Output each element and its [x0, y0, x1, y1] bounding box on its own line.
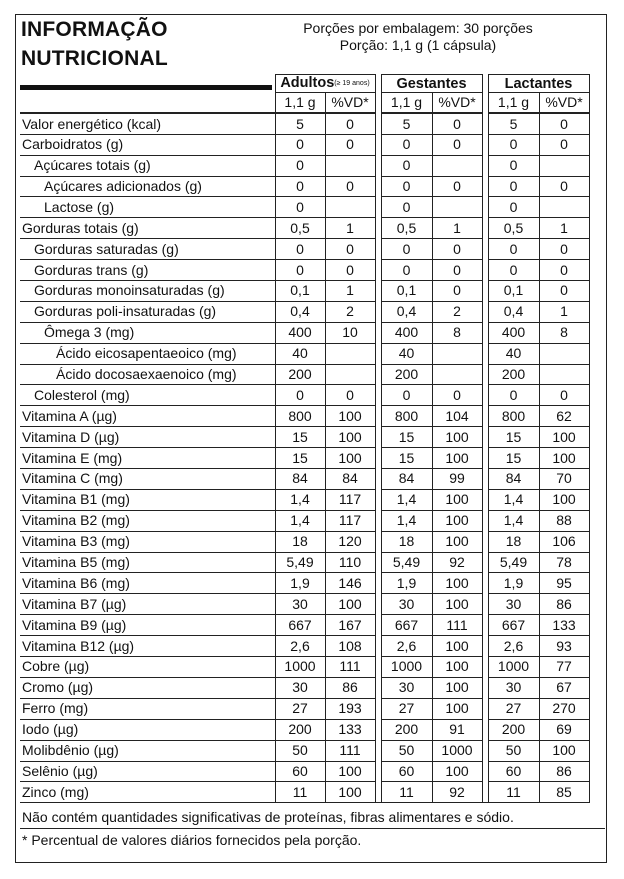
amount-cell: 60 — [275, 761, 325, 782]
nutrient-row — [20, 636, 589, 657]
nutrient-row — [20, 155, 589, 176]
amount-cell: 1,4 — [275, 510, 325, 531]
amount-cell: 30 — [488, 594, 539, 615]
dv-cell: 0 — [539, 113, 589, 134]
label-title-line2: NUTRICIONAL — [21, 47, 168, 70]
amount-cell: 1,9 — [275, 573, 325, 594]
dv-cell: 167 — [325, 615, 375, 636]
dv-cell: 100 — [325, 761, 375, 782]
servings-per-package: Porções por embalagem: 30 porções — [303, 20, 533, 36]
amount-cell: 0 — [488, 176, 539, 197]
amount-cell: 0,1 — [275, 281, 325, 302]
nutrient-row — [20, 761, 589, 782]
nutrient-label: Carboidratos (g) — [20, 134, 275, 155]
nutrient-label: Vitamina B1 (mg) — [20, 489, 275, 510]
dv-cell: 0 — [432, 176, 482, 197]
amount-cell: 11 — [488, 782, 539, 803]
dv-cell: 0 — [539, 134, 589, 155]
amount-cell: 0,5 — [488, 218, 539, 239]
unit-cell: 1,1 g — [381, 93, 432, 114]
amount-cell: 50 — [488, 740, 539, 761]
nutrient-label: Açúcares totais (g) — [20, 155, 275, 176]
group-header-lactating — [488, 75, 589, 93]
dv-cell — [539, 197, 589, 218]
amount-cell: 1,4 — [381, 489, 432, 510]
nutrient-row — [20, 594, 589, 615]
dv-cell: 100 — [432, 677, 482, 698]
nutrient-label: Ferro (mg) — [20, 698, 275, 719]
dv-cell: 92 — [432, 782, 482, 803]
amount-cell: 0 — [488, 385, 539, 406]
amount-cell: 11 — [275, 782, 325, 803]
dv-cell: 2 — [325, 301, 375, 322]
dv-cell: 100 — [432, 510, 482, 531]
amount-cell: 1000 — [381, 657, 432, 678]
dv-cell: 0 — [539, 260, 589, 281]
dv-cell: 78 — [539, 552, 589, 573]
amount-cell: 18 — [488, 531, 539, 552]
amount-cell: 0 — [488, 239, 539, 260]
amount-cell: 0,1 — [381, 281, 432, 302]
nutrient-label: Cromo (µg) — [20, 677, 275, 698]
amount-cell: 0 — [381, 176, 432, 197]
nutrient-label: Colesterol (mg) — [20, 385, 275, 406]
amount-cell: 200 — [488, 719, 539, 740]
amount-cell: 0 — [488, 134, 539, 155]
nutrient-row — [20, 281, 589, 302]
nutrient-row — [20, 176, 589, 197]
amount-cell: 15 — [275, 427, 325, 448]
dv-cell: 111 — [325, 740, 375, 761]
dv-cell: 100 — [432, 761, 482, 782]
nutrient-label: Ácido docosaexaenoico (mg) — [20, 364, 275, 385]
nutrient-row — [20, 531, 589, 552]
amount-cell: 800 — [488, 406, 539, 427]
dv-cell: 100 — [432, 489, 482, 510]
nutrient-row — [20, 448, 589, 469]
dv-cell: 67 — [539, 677, 589, 698]
dv-cell — [432, 364, 482, 385]
amount-cell: 2,6 — [275, 636, 325, 657]
amount-cell: 0 — [381, 385, 432, 406]
nutrient-label: Gorduras saturadas (g) — [20, 239, 275, 260]
dv-cell: 1 — [539, 301, 589, 322]
nutrient-row — [20, 427, 589, 448]
nutrient-label: Vitamina B7 (µg) — [20, 594, 275, 615]
nutrient-row — [20, 740, 589, 761]
dv-cell — [432, 343, 482, 364]
amount-cell: 400 — [488, 322, 539, 343]
nutrient-row — [20, 364, 589, 385]
dv-cell: 100 — [325, 448, 375, 469]
amount-cell: 1,9 — [488, 573, 539, 594]
dv-cell: 0 — [539, 281, 589, 302]
amount-cell: 200 — [275, 719, 325, 740]
dv-cell: 0 — [325, 176, 375, 197]
dv-cell: 100 — [432, 594, 482, 615]
amount-cell: 0 — [275, 176, 325, 197]
amount-cell: 667 — [488, 615, 539, 636]
amount-cell: 200 — [381, 364, 432, 385]
dv-cell: 0 — [539, 176, 589, 197]
amount-cell: 1,4 — [275, 489, 325, 510]
amount-cell: 40 — [381, 343, 432, 364]
amount-cell: 0 — [275, 260, 325, 281]
nutrient-label: Valor energético (kcal) — [20, 113, 275, 134]
dv-cell — [539, 364, 589, 385]
amount-cell: 1,4 — [381, 510, 432, 531]
amount-cell: 0 — [488, 197, 539, 218]
amount-cell: 0 — [381, 155, 432, 176]
group-header-pregnant — [381, 75, 482, 93]
amount-cell: 18 — [381, 531, 432, 552]
dv-cell: 93 — [539, 636, 589, 657]
group-header-row — [20, 75, 589, 93]
dv-cell: 146 — [325, 573, 375, 594]
dv-cell — [539, 343, 589, 364]
amount-cell: 18 — [275, 531, 325, 552]
amount-cell: 0 — [381, 197, 432, 218]
nutrient-row — [20, 489, 589, 510]
dv-cell: 111 — [325, 657, 375, 678]
amount-cell: 0,5 — [381, 218, 432, 239]
dv-cell: 62 — [539, 406, 589, 427]
dv-cell: 2 — [432, 301, 482, 322]
dv-cell: 1 — [325, 218, 375, 239]
nutrient-label: Vitamina B5 (mg) — [20, 552, 275, 573]
amount-cell: 0 — [381, 260, 432, 281]
amount-cell: 0 — [275, 385, 325, 406]
amount-cell: 0 — [275, 197, 325, 218]
nutrition-table — [20, 74, 590, 803]
nutrient-label: Vitamina B9 (µg) — [20, 615, 275, 636]
nutrient-label: Gorduras trans (g) — [20, 260, 275, 281]
nutrient-row — [20, 239, 589, 260]
nutrient-row — [20, 385, 589, 406]
amount-cell: 60 — [381, 761, 432, 782]
amount-cell: 667 — [381, 615, 432, 636]
dv-cell: 120 — [325, 531, 375, 552]
label-title-line1: INFORMAÇÃO — [21, 18, 168, 41]
amount-cell: 50 — [381, 740, 432, 761]
nutrient-row — [20, 218, 589, 239]
dv-cell: 270 — [539, 698, 589, 719]
amount-cell: 15 — [381, 427, 432, 448]
dv-cell: 0 — [325, 239, 375, 260]
group-name: Adultos — [280, 75, 335, 91]
amount-cell: 667 — [275, 615, 325, 636]
dv-cell: 1 — [325, 281, 375, 302]
amount-cell: 15 — [381, 448, 432, 469]
amount-cell: 15 — [275, 448, 325, 469]
dv-cell: 8 — [432, 322, 482, 343]
dv-cell: 77 — [539, 657, 589, 678]
dv-cell: 117 — [325, 489, 375, 510]
amount-cell: 0,4 — [275, 301, 325, 322]
group-header-adults — [275, 75, 375, 93]
nutrient-row — [20, 510, 589, 531]
dv-cell: 1 — [432, 218, 482, 239]
dv-cell: 86 — [539, 761, 589, 782]
amount-cell: 30 — [275, 594, 325, 615]
nutrient-label: Vitamina B6 (mg) — [20, 573, 275, 594]
dv-cell: 10 — [325, 322, 375, 343]
amount-cell: 30 — [275, 677, 325, 698]
amount-cell: 40 — [488, 343, 539, 364]
dv-cell: 1 — [539, 218, 589, 239]
amount-cell: 800 — [381, 406, 432, 427]
nutrient-label: Selênio (µg) — [20, 761, 275, 782]
unit-header-row — [20, 93, 589, 114]
dv-cell: 100 — [325, 594, 375, 615]
amount-cell: 0 — [381, 134, 432, 155]
dv-cell — [325, 364, 375, 385]
amount-cell: 84 — [488, 469, 539, 490]
amount-cell: 60 — [488, 761, 539, 782]
nutrient-label: Lactose (g) — [20, 197, 275, 218]
nutrient-label: Cobre (µg) — [20, 657, 275, 678]
dv-cell: 100 — [432, 657, 482, 678]
dv-cell: 193 — [325, 698, 375, 719]
nutrient-row — [20, 782, 589, 803]
amount-cell: 30 — [381, 594, 432, 615]
dv-cell: 100 — [325, 406, 375, 427]
amount-cell: 0 — [275, 155, 325, 176]
dv-cell: 0 — [432, 260, 482, 281]
amount-cell: 1,4 — [488, 510, 539, 531]
amount-cell: 0 — [488, 260, 539, 281]
nutrition-note: Não contém quantidades significativas de proteínas, fibras alimentares e sódio. — [20, 806, 605, 829]
amount-cell: 0,4 — [381, 301, 432, 322]
dv-cell: %VD* — [432, 93, 482, 114]
dv-cell: 106 — [539, 531, 589, 552]
amount-cell: 0,1 — [488, 281, 539, 302]
dv-footnote: * Percentual de valores diários fornecidos pela porção. — [22, 832, 362, 848]
nutrient-row — [20, 134, 589, 155]
amount-cell: 200 — [275, 364, 325, 385]
nutrient-row — [20, 260, 589, 281]
dv-cell — [432, 197, 482, 218]
amount-cell: 15 — [488, 448, 539, 469]
dv-cell: 100 — [432, 636, 482, 657]
amount-cell: 2,6 — [488, 636, 539, 657]
dv-cell: 86 — [539, 594, 589, 615]
amount-cell: 84 — [381, 469, 432, 490]
amount-cell: 5 — [488, 113, 539, 134]
amount-cell: 400 — [381, 322, 432, 343]
amount-cell: 0 — [381, 239, 432, 260]
dv-cell: 0 — [539, 385, 589, 406]
amount-cell: 2,6 — [381, 636, 432, 657]
amount-cell: 40 — [275, 343, 325, 364]
amount-cell: 5,49 — [275, 552, 325, 573]
amount-cell: 5 — [275, 113, 325, 134]
dv-cell: 1000 — [432, 740, 482, 761]
dv-cell: %VD* — [325, 93, 375, 114]
nutrient-row — [20, 197, 589, 218]
dv-cell: 0 — [432, 281, 482, 302]
dv-cell: 100 — [539, 489, 589, 510]
nutrient-label: Vitamina E (mg) — [20, 448, 275, 469]
unit-cell: 1,1 g — [488, 93, 539, 114]
amount-cell: 5,49 — [381, 552, 432, 573]
nutrient-row — [20, 573, 589, 594]
dv-cell — [325, 197, 375, 218]
nutrient-row — [20, 677, 589, 698]
dv-cell: 8 — [539, 322, 589, 343]
nutrient-row — [20, 469, 589, 490]
amount-cell: 0,4 — [488, 301, 539, 322]
amount-cell: 1,4 — [488, 489, 539, 510]
nutrient-label: Vitamina B3 (mg) — [20, 531, 275, 552]
nutrient-row — [20, 719, 589, 740]
dv-cell — [325, 343, 375, 364]
dv-cell: 111 — [432, 615, 482, 636]
amount-cell: 1000 — [275, 657, 325, 678]
group-name: Gestantes — [396, 75, 467, 92]
dv-cell: 100 — [432, 448, 482, 469]
nutrient-label: Ômega 3 (mg) — [20, 322, 275, 343]
group-name: Lactantes — [504, 75, 573, 92]
amount-cell: 1,9 — [381, 573, 432, 594]
dv-cell: 95 — [539, 573, 589, 594]
dv-cell: 0 — [325, 113, 375, 134]
dv-cell: 100 — [539, 740, 589, 761]
dv-cell: 0 — [432, 134, 482, 155]
dv-cell: 0 — [325, 134, 375, 155]
dv-cell: 0 — [325, 260, 375, 281]
amount-cell: 200 — [488, 364, 539, 385]
dv-cell: %VD* — [539, 93, 589, 114]
amount-cell: 15 — [488, 427, 539, 448]
amount-cell: 5 — [381, 113, 432, 134]
group-age-note: (≥ 19 anos) — [334, 80, 370, 87]
amount-cell: 50 — [275, 740, 325, 761]
nutrient-label: Molibdênio (µg) — [20, 740, 275, 761]
amount-cell: 11 — [381, 782, 432, 803]
dv-cell: 69 — [539, 719, 589, 740]
dv-cell: 100 — [539, 448, 589, 469]
amount-cell: 0 — [488, 155, 539, 176]
dv-cell: 0 — [432, 113, 482, 134]
unit-cell: 1,1 g — [275, 93, 325, 114]
dv-cell: 133 — [325, 719, 375, 740]
dv-cell — [539, 155, 589, 176]
amount-cell: 1000 — [488, 657, 539, 678]
amount-cell: 5,49 — [488, 552, 539, 573]
nutrient-label: Açúcares adicionados (g) — [20, 176, 275, 197]
nutrient-label: Gorduras poli-insaturadas (g) — [20, 301, 275, 322]
nutrient-row — [20, 552, 589, 573]
nutrient-row — [20, 113, 589, 134]
dv-cell: 0 — [432, 385, 482, 406]
dv-cell: 133 — [539, 615, 589, 636]
dv-cell: 99 — [432, 469, 482, 490]
nutrient-row — [20, 698, 589, 719]
dv-cell: 100 — [432, 573, 482, 594]
dv-cell — [325, 155, 375, 176]
amount-cell: 400 — [275, 322, 325, 343]
dv-cell: 117 — [325, 510, 375, 531]
dv-cell: 0 — [432, 239, 482, 260]
amount-cell: 30 — [488, 677, 539, 698]
dv-cell: 92 — [432, 552, 482, 573]
dv-cell — [432, 155, 482, 176]
nutrient-row — [20, 322, 589, 343]
nutrient-label: Vitamina A (µg) — [20, 406, 275, 427]
nutrient-label: Vitamina B2 (mg) — [20, 510, 275, 531]
dv-cell: 100 — [432, 531, 482, 552]
nutrient-label: Zinco (mg) — [20, 782, 275, 803]
amount-cell: 30 — [381, 677, 432, 698]
dv-cell: 104 — [432, 406, 482, 427]
nutrient-label: Vitamina D (µg) — [20, 427, 275, 448]
dv-cell: 70 — [539, 469, 589, 490]
dv-cell: 100 — [539, 427, 589, 448]
dv-cell: 85 — [539, 782, 589, 803]
nutrient-label: Gorduras monoinsaturadas (g) — [20, 281, 275, 302]
nutrient-label: Vitamina C (mg) — [20, 469, 275, 490]
dv-cell: 100 — [432, 698, 482, 719]
amount-cell: 0,5 — [275, 218, 325, 239]
nutrient-label: Gorduras totais (g) — [20, 218, 275, 239]
amount-cell: 0 — [275, 239, 325, 260]
nutrient-label: Vitamina B12 (µg) — [20, 636, 275, 657]
amount-cell: 200 — [381, 719, 432, 740]
amount-cell: 800 — [275, 406, 325, 427]
amount-cell: 0 — [275, 134, 325, 155]
dv-cell: 0 — [539, 239, 589, 260]
amount-cell: 27 — [488, 698, 539, 719]
portion-size: Porção: 1,1 g (1 cápsula) — [339, 37, 497, 53]
amount-cell: 84 — [275, 469, 325, 490]
dv-cell: 91 — [432, 719, 482, 740]
dv-cell: 0 — [325, 385, 375, 406]
dv-cell: 86 — [325, 677, 375, 698]
amount-cell: 27 — [381, 698, 432, 719]
dv-cell: 88 — [539, 510, 589, 531]
nutrient-label: Iodo (µg) — [20, 719, 275, 740]
nutrient-label: Ácido eicosapentaeoico (mg) — [20, 343, 275, 364]
dv-cell: 84 — [325, 469, 375, 490]
dv-cell: 110 — [325, 552, 375, 573]
nutrient-row — [20, 615, 589, 636]
nutrient-row — [20, 406, 589, 427]
dv-cell: 100 — [325, 782, 375, 803]
dv-cell: 100 — [432, 427, 482, 448]
nutrient-row — [20, 657, 589, 678]
nutrient-row — [20, 343, 589, 364]
nutrient-row — [20, 301, 589, 322]
amount-cell: 27 — [275, 698, 325, 719]
dv-cell: 108 — [325, 636, 375, 657]
dv-cell: 100 — [325, 427, 375, 448]
